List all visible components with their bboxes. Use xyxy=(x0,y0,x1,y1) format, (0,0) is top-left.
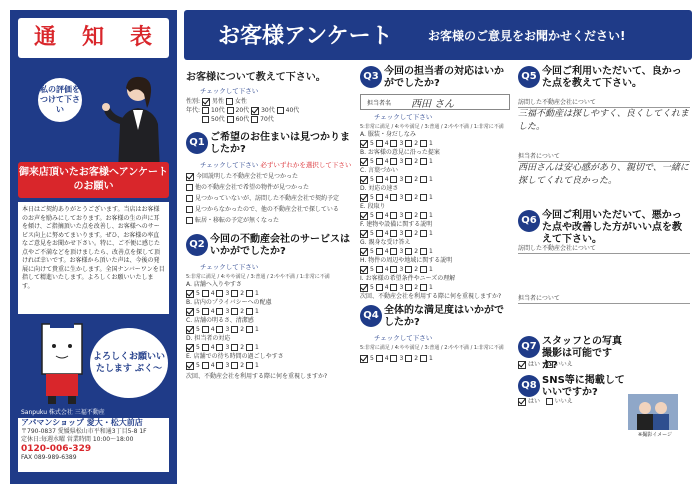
q4-header xyxy=(360,305,510,331)
age-60-checkbox[interactable] xyxy=(227,116,234,123)
q2-rating-3[interactable]: 5 4 3 2 1 xyxy=(186,343,352,352)
q2-rating-1[interactable]: 5 4 3 2 1 xyxy=(186,307,352,316)
q5-title: 今回ご利用いただいて、良かった点を教えて下さい。 xyxy=(542,66,682,89)
page-header xyxy=(184,10,692,60)
q1-option-4[interactable]: 見つからなかったので、他の不動産会社で探している xyxy=(186,204,352,215)
q2-items xyxy=(186,280,352,370)
age-50-checkbox[interactable] xyxy=(202,116,209,123)
age-label: 年代: xyxy=(186,107,201,114)
page-subtitle: お客様のご意見をお聞かせください! xyxy=(428,29,626,43)
column-1 xyxy=(186,66,352,381)
shop-name: アパマンショップ 愛大・松大前店 xyxy=(21,418,143,427)
q3-item-4: E. 段取り xyxy=(360,203,386,210)
gender-female-checkbox[interactable] xyxy=(226,98,233,105)
profile-check: チェックして下さい xyxy=(200,87,259,95)
age-40-checkbox[interactable] xyxy=(277,107,284,114)
q1-title: ご希望のお住まいは見つかりましたか? xyxy=(210,132,350,155)
q5-company-label: 訪問した不動産会社について xyxy=(518,99,596,106)
age-40-label: 40代 xyxy=(285,107,300,114)
shop-hours: 定休日:毎週水曜 営業時間 10:00〜18:00 xyxy=(21,436,134,443)
page-title: お客様アンケート xyxy=(218,24,393,49)
q2-scale: 5:非常に満足 / 4:やや満足 / 3:普通 / 2:やや不満 / 1:非常に不満 xyxy=(186,274,330,280)
q8-badge: Q8 xyxy=(518,375,540,397)
q6-badge: Q6 xyxy=(518,210,540,232)
q5-company-answer[interactable]: 三福不動産は探しやすく、良くしてくれました。 xyxy=(518,107,690,152)
gender-label: 性別: xyxy=(186,98,201,105)
q3-rating-8[interactable]: 5 4 3 2 1 xyxy=(360,283,510,292)
q3-items xyxy=(360,130,510,292)
shop-brand: Sanpuku 株式会社 三福不動産 xyxy=(18,408,169,418)
q2-title: 今回の不動産会社のサービスはいかがでしたか? xyxy=(210,234,350,257)
q1-badge: Q1 xyxy=(186,132,208,154)
title-char-3: 表 xyxy=(129,25,152,50)
businesswoman-illustration xyxy=(100,74,170,172)
q1-option-5[interactable]: 転居・移転の予定が無くなった xyxy=(186,215,352,226)
column-3 xyxy=(518,66,690,438)
q2-item-0: A. 店舗へ入りやすさ xyxy=(186,281,242,288)
age-50-label: 50代 xyxy=(211,116,225,123)
title-char-2: 知 xyxy=(81,25,104,50)
q3-item-5: F. 建物や設備に関する説明 xyxy=(360,221,433,228)
intro-text: 本日はご契約ありがとうございます。当店はお客様のお声を励みにしております。お客様の生の声に耳を傾け、ご指摘頂いた点を改善し、お客様へのサービス向上に努めてまいります。ぜひ、お客様の率直なご意見をお聞かせ下さい。特に、ご不便に感じた点やご不満などを頂けましたら、改善点を探して頂ければ幸いです。お客様から頂いた声は、今後の発展に向けて貴重に生かします。全国ナンバーワンを目指して精進いたします。よろしくお願いいたします。 xyxy=(18,202,169,314)
q3-item-8: I. お客様の希望条件やニーズの理解 xyxy=(360,275,456,282)
q3-check: チェックして下さい xyxy=(374,113,433,121)
request-banner: 御来店頂いたお客様へアンケートのお願い xyxy=(18,162,169,198)
q5-badge: Q5 xyxy=(518,66,540,88)
q3-badge: Q3 xyxy=(360,66,382,88)
q2-item-1: B. 店内のプライバシーへの配慮 xyxy=(186,299,272,306)
q4-rating[interactable]: 5 4 3 2 1 xyxy=(360,354,510,363)
staff-name-field[interactable] xyxy=(360,94,510,110)
q3-rating-2[interactable]: 5 4 3 2 1 xyxy=(360,175,510,184)
q6-staff-label: 担当者について xyxy=(518,295,560,302)
q8-yes-label: はい xyxy=(528,398,541,405)
q7-yes-checkbox[interactable] xyxy=(518,361,526,369)
q2-item-4: E. 店舗での待ち時間の過ごしやすさ xyxy=(186,353,284,360)
q3-rating-5[interactable]: 5 4 3 2 1 xyxy=(360,229,510,238)
q6-company-label: 訪問した不動産会社について xyxy=(518,245,596,252)
q3-item-0: A. 服装・身だしなみ xyxy=(360,131,416,138)
q3-rating-4[interactable]: 5 4 3 2 1 xyxy=(360,211,510,220)
q3-rating-6[interactable]: 5 4 3 2 1 xyxy=(360,247,510,256)
q7-title: スタッフとの写真撮影は可能ですか? xyxy=(542,336,622,371)
staff-name-label: 担当者名 xyxy=(367,100,392,107)
q2-header xyxy=(186,234,352,260)
age-10-label: 10代 xyxy=(210,107,225,114)
rate-me-bubble: 私の評価をつけて下さい xyxy=(36,76,84,124)
q7-no-label: いいえ xyxy=(554,361,573,368)
q6-header xyxy=(518,210,690,244)
q8-header xyxy=(518,375,690,397)
gender-male-label: 男性 xyxy=(211,98,224,105)
q1-option-3[interactable]: 見つかっていないが、訪問した不動産会社で契約予定 xyxy=(186,193,352,204)
q2-rating-2[interactable]: 5 4 3 2 1 xyxy=(186,325,352,334)
q3-item-2: C. 言葉づかい xyxy=(360,167,399,174)
q3-item-7: H. 物件の周辺や地域に関する説明 xyxy=(360,257,453,264)
age-10-checkbox[interactable] xyxy=(202,107,209,114)
q8-title: SNS等に掲載していいですか? xyxy=(542,375,625,398)
age-row xyxy=(186,106,352,115)
q7-badge: Q7 xyxy=(518,336,540,358)
staff-photo-icon xyxy=(628,394,678,430)
q3-item-1: B. お客様の意見に沿った提案 xyxy=(360,149,440,156)
age-20-checkbox[interactable] xyxy=(227,107,234,114)
gender-male-checkbox[interactable] xyxy=(202,98,210,106)
mascot-speech-bubble: よろしくお願いいたします ぶく〜 xyxy=(90,328,168,398)
q4-check: チェックして下さい xyxy=(374,334,433,342)
q1-option-1[interactable]: 今回説明した不動産会社で見つかった xyxy=(186,171,352,182)
age-70-label: 70代 xyxy=(260,116,274,123)
q2-rating-0[interactable]: 5 4 3 2 1 xyxy=(186,289,352,298)
shop-fax: FAX 089-989-6389 xyxy=(21,454,77,461)
age-row-2 xyxy=(186,115,352,124)
q4-title: 全体的な満足度はいかがでしたか? xyxy=(384,305,504,328)
q6-title: 今回ご利用いただいて、悪かった点や改善した方がいい点を教えて下さい。 xyxy=(542,210,682,245)
q7-yes-label: はい xyxy=(528,361,541,368)
age-30-label: 30代 xyxy=(261,107,275,114)
q2-tail: 次回、不動産会社を利用する際に何を重視しますか? xyxy=(186,373,328,380)
q1-option-2[interactable]: 他の不動産会社で希望の物件が見つかった xyxy=(186,182,352,193)
q8-no-label: いいえ xyxy=(554,398,573,405)
q5-staff-answer[interactable]: 西田さんは安心感があり、親切で、一緒に探してくれて良かった。 xyxy=(518,161,690,206)
q6-staff-answer[interactable] xyxy=(518,303,690,336)
q2-rating-4[interactable]: 5 4 3 2 1 xyxy=(186,361,352,370)
q3-header xyxy=(360,66,510,92)
q3-rating-1[interactable]: 5 4 3 2 1 xyxy=(360,157,510,166)
title-char-1: 通 xyxy=(33,25,56,50)
q1-check-text: チェックして下さい xyxy=(200,161,259,169)
gender-row xyxy=(186,97,352,106)
q3-rating-0[interactable]: 5 4 3 2 1 xyxy=(360,139,510,148)
q3-scale: 5:非常に満足 / 4:やや満足 / 3:普通 / 2:やや不満 / 1:非常に不満 xyxy=(360,124,504,130)
staff-photo xyxy=(628,394,678,438)
shop-info xyxy=(18,408,169,472)
q1-note: 必ずいずれかを選択して下さい xyxy=(260,161,352,169)
shop-tel: 0120-006-329 xyxy=(21,444,92,454)
q2-item-2: C. 店舗の明るさ、清潔感 xyxy=(186,317,254,324)
left-panel xyxy=(10,10,177,484)
notice-title-box xyxy=(18,18,169,58)
q3-tail: 次回、不動産会社を利用する際に何を重視しますか? xyxy=(360,293,502,300)
gender-female-label: 女性 xyxy=(234,98,247,105)
q3-item-6: G. 親身な受け答え xyxy=(360,239,411,246)
staff-name-value: 西田 さん xyxy=(411,99,455,110)
q2-check: チェックして下さい xyxy=(200,263,259,271)
q8-no-checkbox[interactable] xyxy=(546,398,553,405)
q6-company-answer[interactable] xyxy=(518,253,690,294)
age-60-label: 60代 xyxy=(235,116,250,123)
q8-yes-checkbox[interactable] xyxy=(518,398,526,406)
q4-scale: 5:非常に満足 / 4:やや満足 / 3:普通 / 2:やや不満 / 1:非常に不満 xyxy=(360,345,504,351)
age-70-checkbox[interactable] xyxy=(251,116,258,123)
shop-address: 〒790-0837 愛媛県松山市平和通3丁目5-8 1F xyxy=(21,428,147,435)
q3-rating-3[interactable]: 5 4 3 2 1 xyxy=(360,193,510,202)
q3-title: 今回の担当者の対応はいかがでしたか? xyxy=(384,66,504,89)
q2-badge: Q2 xyxy=(186,234,208,256)
q1-options xyxy=(186,171,352,226)
column-2 xyxy=(360,66,510,363)
age-30-checkbox[interactable] xyxy=(251,107,259,115)
photo-caption: ※撮影イメージ xyxy=(638,432,673,438)
q3-rating-7[interactable]: 5 4 3 2 1 xyxy=(360,265,510,274)
q3-item-3: D. 対応の速さ xyxy=(360,185,399,192)
q2-item-3: D. 担当者の対応 xyxy=(186,335,231,342)
q5-staff-label: 担当者について xyxy=(518,153,560,160)
age-20-label: 20代 xyxy=(235,107,250,114)
q1-header xyxy=(186,132,352,158)
q5-header xyxy=(518,66,690,98)
q1-check xyxy=(200,160,352,169)
q4-badge: Q4 xyxy=(360,305,382,327)
profile-title: お客様について教えて下さい。 xyxy=(186,72,326,83)
